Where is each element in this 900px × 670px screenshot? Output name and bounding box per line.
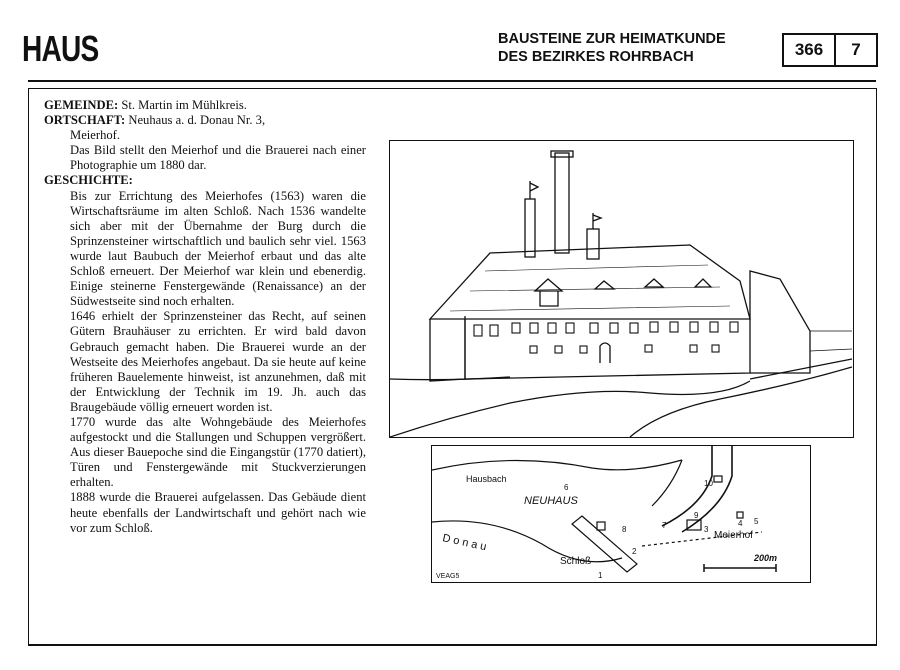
label-scale: 200m — [754, 553, 778, 563]
flag-left — [530, 181, 538, 199]
annex-wall — [810, 331, 852, 351]
chimney-top — [551, 151, 573, 157]
map-signature: VEAG5 — [436, 573, 460, 580]
main-roof — [430, 245, 750, 319]
gemeinde-line — [44, 98, 366, 113]
ortschaft-line — [44, 113, 366, 128]
hausbach-bend — [652, 460, 682, 506]
meierhof-drawing — [390, 141, 853, 437]
text-column — [44, 98, 366, 536]
dormer-1 — [535, 279, 562, 306]
label-neuhaus: NEUHAUS — [524, 495, 578, 507]
gemeinde-label: GEMEINDE: — [44, 98, 119, 112]
dormer-4 — [695, 279, 711, 287]
ortschaft-value: Neuhaus a. d. Donau Nr. 3, — [128, 113, 266, 128]
sheet-index: 7 — [851, 40, 861, 59]
map-number-3: 3 — [704, 525, 709, 534]
map-number-2: 2 — [632, 547, 637, 556]
ortschaft-label: ORTSCHAFT: — [44, 113, 126, 128]
series-title — [498, 30, 726, 66]
dormer-3 — [645, 279, 663, 287]
dormer-2 — [595, 281, 614, 289]
geschichte-label: GESCHICHTE: — [44, 173, 133, 188]
sheet-number-box — [782, 33, 878, 67]
meierhof-sketch — [389, 140, 854, 438]
chimney-small — [525, 199, 535, 257]
label-schloss: Schloß — [560, 556, 592, 567]
sheet-number: 366 — [784, 35, 836, 65]
map-number-9: 9 — [694, 511, 699, 520]
main-wall — [465, 319, 750, 379]
page-title: HAUS — [22, 28, 99, 69]
roof-hatching — [450, 265, 730, 311]
map-number-5: 5 — [754, 517, 759, 526]
footer-rule — [28, 644, 876, 646]
map-number-4: 4 — [738, 519, 743, 528]
windows — [474, 322, 738, 353]
building-8 — [597, 522, 605, 530]
site-map-drawing — [432, 446, 810, 582]
history-paragraph-4: 1888 wurde die Brauerei aufgelassen. Das Gebäude dient heute ebenfalls der Landwirtschaft und gehört nach wie vor zum Schloß. — [70, 490, 366, 535]
roof-turret — [587, 229, 599, 259]
bild-note: Das Bild stellt den Meierhof und die Brauerei nach einer Photographie um 1880 dar. — [70, 143, 366, 173]
history-paragraph-3: 1770 wurde das alte Wohngebäude des Meierhofes aufgestockt und die Stallungen und Schuppen vergrößert. Aus dieser Bauepoche sind die Eingangstür (1770 datiert), Türen und Fenstergewände mit Stuckverzierungen erhalten. — [70, 414, 366, 490]
ortschaft-cont: Meierhof. — [70, 128, 121, 143]
chimney-tall — [555, 153, 569, 253]
label-meierhof: Meierhof — [714, 530, 753, 541]
flag-right — [593, 213, 601, 229]
scale-bar — [704, 564, 776, 572]
map-number-6: 6 — [564, 483, 569, 492]
series-line-2: DES BEZIRKES ROHRBACH — [498, 49, 694, 65]
site-map — [431, 445, 811, 583]
west-wall — [430, 316, 465, 381]
building-4 — [737, 512, 743, 518]
map-number-10: 10 — [704, 479, 713, 488]
entrance-door — [600, 343, 610, 363]
building-10 — [714, 476, 722, 482]
header-rule — [28, 80, 876, 82]
history-paragraph-2: 1646 erhielt der Sprinzensteiner das Recht, auf seinen Gütern Brauhäuser zu errichten. Er wird bald davon Gebrauch gemacht haben. Die Brauerei wurde an der Westseite des Meierhofes angebaut. Da sie heute auf keine früheren Bauelemente hinweist, ist anzunehmen, daß mit der Entwicklung der Technik im 19. Jh. auch das Braugebäude völlig erneuert worden ist. — [70, 309, 366, 414]
path-right — [630, 367, 852, 437]
history-paragraph-1: Bis zur Errichtung des Meierhofes (1563) waren die Wirtschaftsräume im alten Schloß. Nach 1536 wandelte sich aber mit der Übernahme der Burg durch die Sprinzensteiner wirtschaftlich und baulich sehr viel. 1563 wurde laut Baubuch der Meierhof erbaut und das alte Schloß erneuert. Der Meierhof war klein und ebenerdig. Einige steinerne Fenstergewände (Renaissance) an der Südwestseite sind noch erhalten. — [70, 188, 366, 309]
map-number-7: 7 — [662, 521, 667, 530]
annex-building — [750, 271, 810, 373]
ground-line-right — [750, 359, 852, 379]
label-hausbach: Hausbach — [466, 474, 507, 484]
map-number-1: 1 — [598, 571, 603, 580]
ground-line-left — [390, 377, 510, 380]
map-number-8: 8 — [622, 525, 627, 534]
path-left — [390, 381, 750, 437]
gemeinde-value: St. Martin im Mühlkreis. — [121, 98, 247, 112]
hausbach-stream — [432, 460, 682, 470]
road-edge — [682, 446, 732, 532]
series-line-1: BAUSTEINE ZUR HEIMATKUNDE — [498, 31, 726, 47]
label-donau: D o n a u — [441, 532, 488, 554]
